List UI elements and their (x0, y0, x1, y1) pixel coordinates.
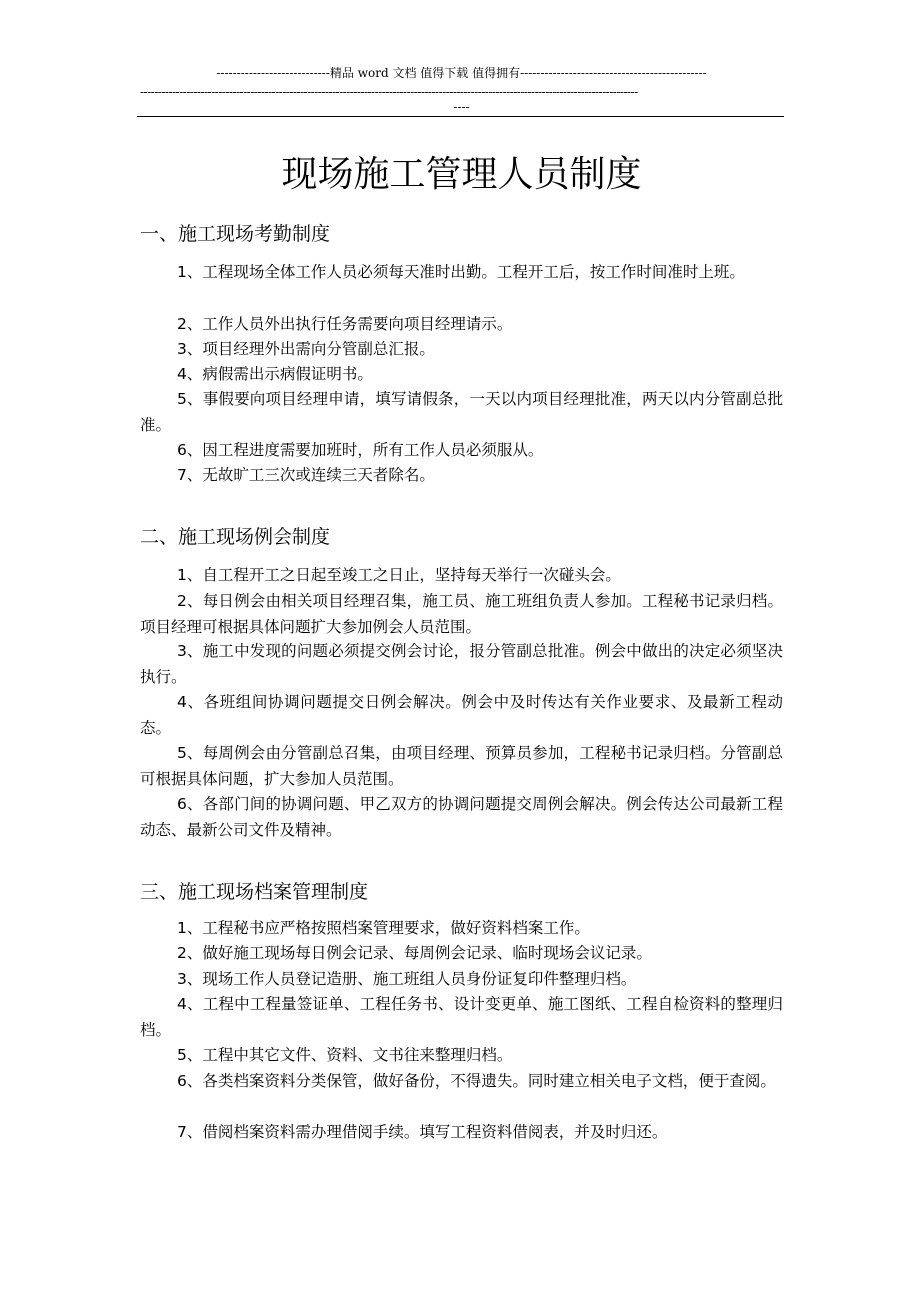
section-item: 4、工程中工程量签证单、工程任务书、设计变更单、施工图纸、工程自检资料的整理归档。 (140, 995, 783, 1039)
section-heading-archives: 三、施工现场档案管理制度 (140, 881, 369, 903)
section-item: 5、事假要向项目经理申请，填写请假条，一天以内项目经理批准，两天以内分管副总批准。 (140, 390, 783, 434)
section-item: 2、工作人员外出执行任务需要向项目经理请示。 (177, 315, 513, 333)
section-item: 1、工程现场全体工作人员必须每天准时出勤。工程开工后，按工作时间准时上班。 (177, 263, 745, 281)
section-item: 7、无故旷工三次或连续三天者除名。 (177, 466, 435, 484)
section-item: 5、工程中其它文件、资料、文书往来整理归档。 (177, 1046, 513, 1064)
header-rule (137, 116, 784, 117)
section-item: 1、工程秘书应严格按照档案管理要求，做好资料档案工作。 (177, 919, 590, 937)
section-heading-attendance: 一、施工现场考勤制度 (140, 223, 331, 245)
section-item: 2、每日例会由相关项目经理召集，施工员、施工班组负责人参加。工程秘书记录归档。项目经理可根据具体问题扩大参加例会人员范围。 (140, 592, 783, 636)
section-item: 3、项目经理外出需向分管副总汇报。 (177, 340, 435, 358)
section-item: 2、做好施工现场每日例会记录、每周例会记录、临时现场会议记录。 (177, 944, 652, 962)
section-item: 3、施工中发现的问题必须提交例会讨论，报分管副总批准。例会中做出的决定必须坚决执行。 (140, 642, 783, 686)
header-banner: ----------------------------精品 word 文档 值得下载 值得拥有---------------------------------------------- (216, 66, 707, 80)
document-title: 现场施工管理人员制度 (281, 154, 642, 195)
section-item: 1、自工程开工之日起至竣工之日止，坚持每天举行一次碰头会。 (177, 566, 621, 584)
section-item: 4、病假需出示病假证明书。 (177, 365, 373, 383)
section-item: 4、各班组间协调问题提交日例会解决。例会中及时传达有关作业要求、及最新工程动态。 (140, 693, 783, 737)
section-item: 3、现场工作人员登记造册、施工班组人员身份证复印件整理归档。 (177, 970, 637, 988)
section-heading-meetings: 二、施工现场例会制度 (140, 526, 331, 548)
section-item: 5、每周例会由分管副总召集，由项目经理、预算员参加，工程秘书记录归档。分管副总可根据具体问题，扩大参加人员范围。 (140, 744, 783, 788)
section-item: 6、各类档案资料分类保管，做好备份，不得遗失。同时建立相关电子文档，便于查阅。 (177, 1072, 776, 1090)
section-item: 7、借阅档案资料需办理借阅手续。填写工程资料借阅表，并及时归还。 (177, 1123, 668, 1141)
header-dashes: -------------------------------------------------------------------------------------------------------------------------------------------- (140, 85, 638, 99)
section-item: 6、各部门间的协调问题、甲乙双方的协调问题提交周例会解决。例会传达公司最新工程动态、最新公司文件及精神。 (140, 795, 783, 839)
section-item: 6、因工程进度需要加班时，所有工作人员必须服从。 (177, 441, 544, 459)
header-dashes-tail: ---- (453, 100, 470, 114)
